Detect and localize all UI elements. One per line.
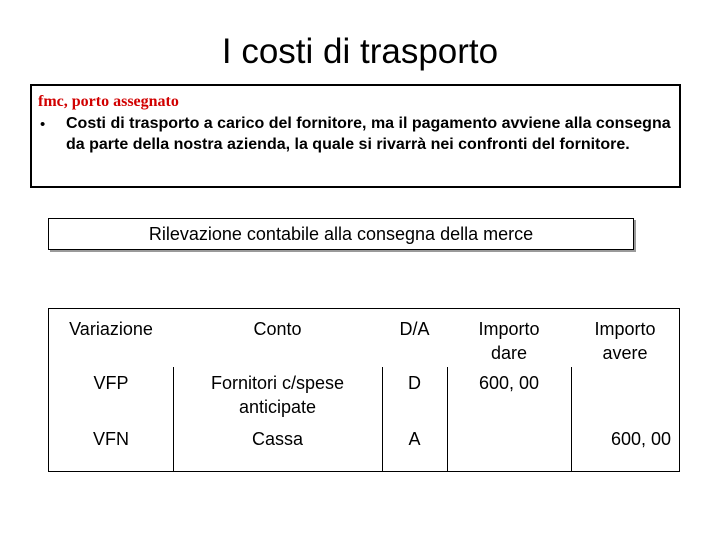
note-box — [30, 84, 681, 188]
row1-da: D — [408, 373, 421, 393]
journal-table — [48, 308, 680, 472]
section-label-box — [48, 218, 634, 250]
row2-conto: Cassa — [251, 429, 304, 449]
header-importo-dare: Importo dare — [478, 319, 540, 363]
row2-da: A — [408, 429, 421, 449]
slide-title: I costi di trasporto — [221, 32, 499, 71]
column-divider — [173, 367, 174, 471]
note-heading: fmc, porto assegnato — [38, 93, 179, 110]
section-label: Rilevazione contabile alla consegna della merce — [148, 223, 534, 244]
row1-conto: Fornitori c/spese anticipate — [210, 373, 345, 417]
header-variazione: Variazione — [69, 319, 153, 339]
row2-variazione: VFN — [93, 429, 129, 449]
bullet-icon: • — [40, 116, 46, 133]
row1-importo-dare: 600, 00 — [478, 373, 540, 393]
note-text: Costi di trasporto a carico del fornitore, ma il pagamento avviene alla consegna da parte della nostra azienda, la quale si rivarrà nei confronti del fornitore. — [66, 115, 671, 153]
header-importo-avere: Importo avere — [594, 319, 656, 363]
header-conto: Conto — [253, 319, 302, 339]
row1-variazione: VFP — [93, 373, 129, 393]
row2-importo-avere: 600, 00 — [610, 429, 672, 449]
header-da: D/A — [399, 319, 430, 339]
column-divider — [571, 367, 572, 471]
